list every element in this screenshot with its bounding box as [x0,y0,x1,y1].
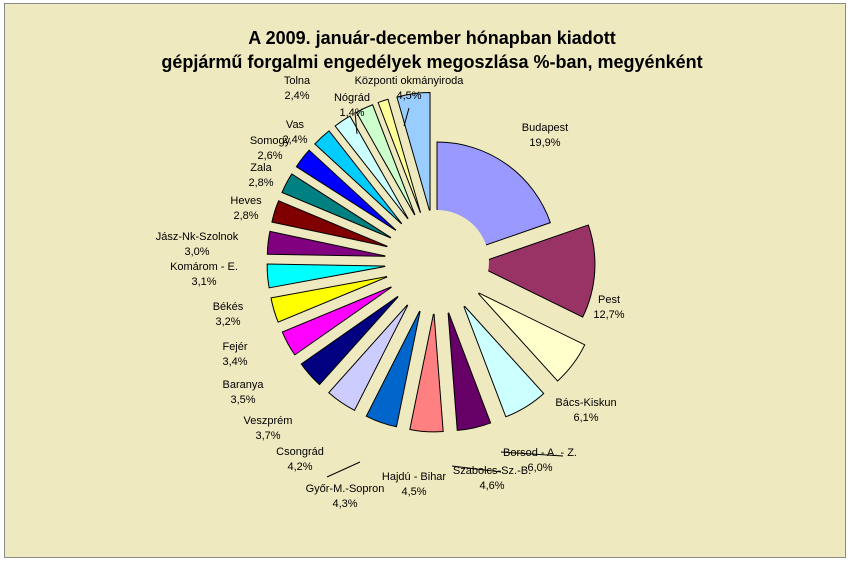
slice-label-value-16: 2,6% [257,150,283,162]
slice-label-name-1: Pest [597,294,621,306]
slice-label-value-12: 3,1% [191,276,217,288]
slice-label-name-11: Békés [212,301,244,313]
slice-label-value-15: 2,8% [248,177,274,189]
chart-title-line-2: gépjármű forgalmi engedélyek megoszlása %-ban, megyénként [161,52,703,72]
slice-label-value-8: 3,7% [255,430,281,442]
slice-label-value-13: 3,0% [184,246,210,258]
slice-label-value-19: 1,4% [339,107,365,119]
slice-label-name-4: Szabolcs-Sz.-B. [452,465,532,477]
slice-label-value-11: 3,2% [215,316,241,328]
slice-label-name-6: Győr-M.-Sopron [305,483,385,495]
slice-label-name-18: Tolna [283,75,311,87]
slice-label-name-13: Jász-Nk-Szolnok [155,231,239,243]
chart-title-line-1: A 2009. január-december hónapban kiadott [248,28,616,48]
slice-label-name-20: Központi okmányiroda [354,75,464,87]
leader-line-6 [327,462,360,477]
slice-label-value-10: 3,4% [222,356,248,368]
slice-label-value-17: 2,4% [282,134,308,146]
slice-label-name-5: Hajdú - Bihar [381,471,447,483]
slice-label-name-7: Csongrád [276,446,324,458]
slice-label-value-1: 12,7% [593,309,625,321]
slice-label-name-2: Bács-Kiskun [555,397,617,409]
slice-label-value-5: 4,5% [401,486,427,498]
slice-label-value-0: 19,9% [529,137,561,149]
slice-label-name-3: Borsod - A. - Z. [503,447,577,459]
slice-label-name-10: Fejér [222,341,248,353]
slice-label-name-12: Komárom - E. [170,261,238,273]
slice-label-name-8: Veszprém [243,415,293,427]
slice-label-value-9: 3,5% [230,394,256,406]
slice-label-value-6: 4,3% [332,498,358,510]
pie-core [385,210,489,314]
slice-label-value-14: 2,8% [233,210,259,222]
pie-chart [5,4,847,559]
slice-label-name-16: Somogy [249,135,291,147]
slice-label-name-17: Vas [285,119,305,131]
chart-area [4,3,846,558]
slice-label-name-0: Budapest [521,122,569,134]
slice-label-value-18: 2,4% [284,90,310,102]
slice-label-value-3: 6,0% [527,462,553,474]
slice-label-value-20: 4,5% [396,90,422,102]
slice-label-value-2: 6,1% [573,412,599,424]
slice-label-name-19: Nógrád [333,92,371,104]
slice-label-value-4: 4,6% [479,480,505,492]
slice-label-value-7: 4,2% [287,461,313,473]
pie-slice-12 [267,231,387,256]
slice-label-name-9: Baranya [222,379,264,391]
slice-label-name-15: Zala [250,162,272,174]
slice-label-name-14: Heves [230,195,262,207]
